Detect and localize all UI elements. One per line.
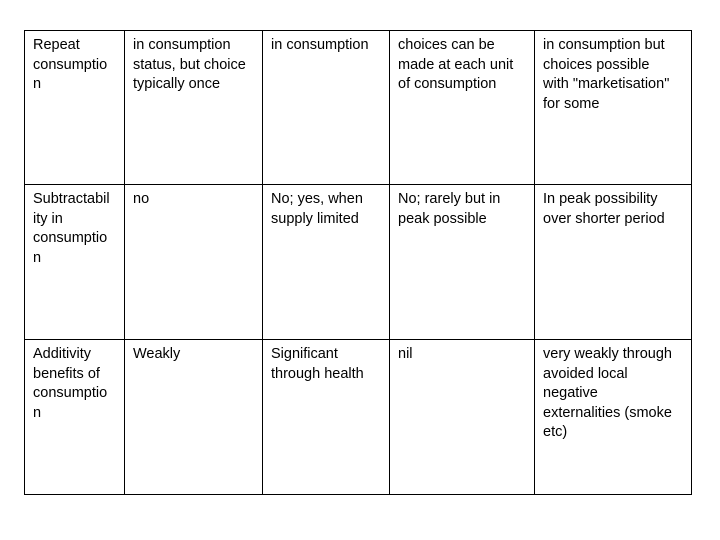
comparison-table <box>24 30 692 495</box>
table-cell: in consumption <box>263 31 390 185</box>
table-row-subtractability <box>25 185 692 340</box>
table-cell: no <box>125 185 263 340</box>
table-cell: In peak possibility over shorter period <box>535 185 692 340</box>
table-cell: in consumption status, but choice typically once <box>125 31 263 185</box>
table-cell: in consumption but choices possible with "marketisation" for some <box>535 31 692 185</box>
table-cell: Significant through health <box>263 340 390 495</box>
table-cell: No; yes, when supply limited <box>263 185 390 340</box>
row-header: Repeat consumptio n <box>25 31 125 185</box>
table-cell: nil <box>390 340 535 495</box>
table-cell: choices can be made at each unit of consumption <box>390 31 535 185</box>
row-header: Subtractabil ity in consumptio n <box>25 185 125 340</box>
table-cell: No; rarely but in peak possible <box>390 185 535 340</box>
table-row-repeat-consumption <box>25 31 692 185</box>
table-row-additivity <box>25 340 692 495</box>
table-cell: Weakly <box>125 340 263 495</box>
row-header: Additivity benefits of consumptio n <box>25 340 125 495</box>
table-cell: very weakly through avoided local negative externalities (smoke etc) <box>535 340 692 495</box>
